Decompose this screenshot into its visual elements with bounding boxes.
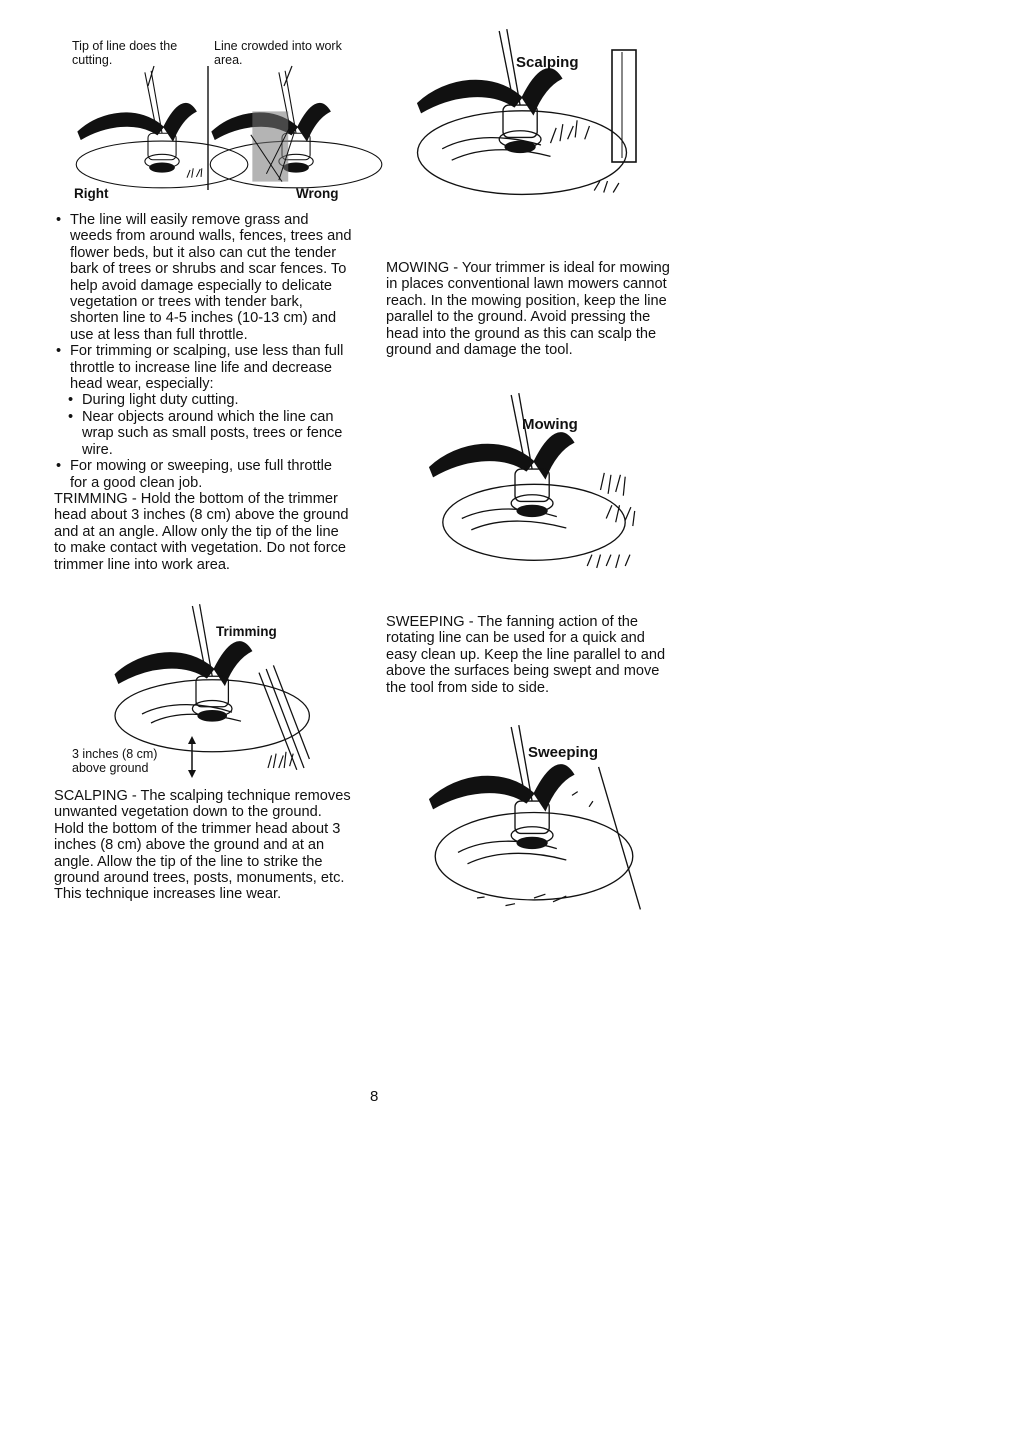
scalping-paragraph: SCALPING - The scalping technique removes unwanted vegetation down to the ground. Hold the bottom of the trimmer head about 3 inches (8 cm) above the ground and at an angle. Allow the tip of the line to strike the ground around trees, posts, monuments, etc. This technique increases line wear. <box>54 788 351 903</box>
trimming-paragraph: TRIMMING - Hold the bottom of the trimmer head about 3 inches (8 cm) above the ground and at an angle. Allow only the tip of the line to make contact with vegetation. Do not force trimmer line into work area. <box>54 490 349 573</box>
sweeping-title: Sweeping <box>528 744 599 761</box>
trimming-title: Trimming <box>216 624 277 639</box>
bullet-mow-sweep: • For mowing or sweeping, use full throttle for a good clean job. <box>54 458 352 491</box>
scalping-title: Scalping <box>516 54 579 71</box>
right-wrong-illustration <box>70 66 350 196</box>
throttle-bullets <box>54 212 352 491</box>
crowded-pointer <box>284 66 292 86</box>
wrong-label: Wrong <box>296 186 339 201</box>
crowded-caption: Line crowded into work area. <box>214 39 342 67</box>
bullet-trim-scalp: • For trimming or scalping, use less than full throttle to increase line life and decrease head wear, especially: <box>54 343 352 392</box>
sweeping-paragraph: SWEEPING - The fanning action of the rotating line can be used for a quick and easy clean up. Keep the line parallel to and above the surfaces being swept and move the tool from side to side. <box>386 614 666 696</box>
scalping-illustration <box>408 46 668 216</box>
right-label: Right <box>74 186 109 201</box>
sub-bullet-light-duty: • During light duty cutting. <box>54 392 352 408</box>
page-number: 8 <box>370 1088 379 1105</box>
mowing-title: Mowing <box>522 416 578 433</box>
bullet-bark: • The line will easily remove grass and weeds from around walls, fences, trees and flower beds, but it also can cut the tender bark of trees or shrubs and scar fences. To help avoid damage especially to delicate vegetation or trees with tender bark, shorten line to 4-5 inches (10-13 cm) and use at less than full throttle. <box>54 212 352 343</box>
mowing-paragraph: MOWING - Your trimmer is ideal for mowing in places conventional lawn mowers cannot reach. In the mowing position, keep the line parallel to the ground. Avoid pressing the head into the ground as this can scalp the ground and damage the tool. <box>386 260 670 359</box>
sweeping-illustration <box>420 736 660 916</box>
left-column-text <box>54 212 352 573</box>
tip-caption: Tip of line does the cutting. <box>72 39 178 67</box>
sub-bullet-near-objects: • Near objects around which the line can wrap such as small posts, trees or fence wire. <box>54 409 352 458</box>
trimming-height-note: 3 inches (8 cm) above ground <box>72 747 158 775</box>
